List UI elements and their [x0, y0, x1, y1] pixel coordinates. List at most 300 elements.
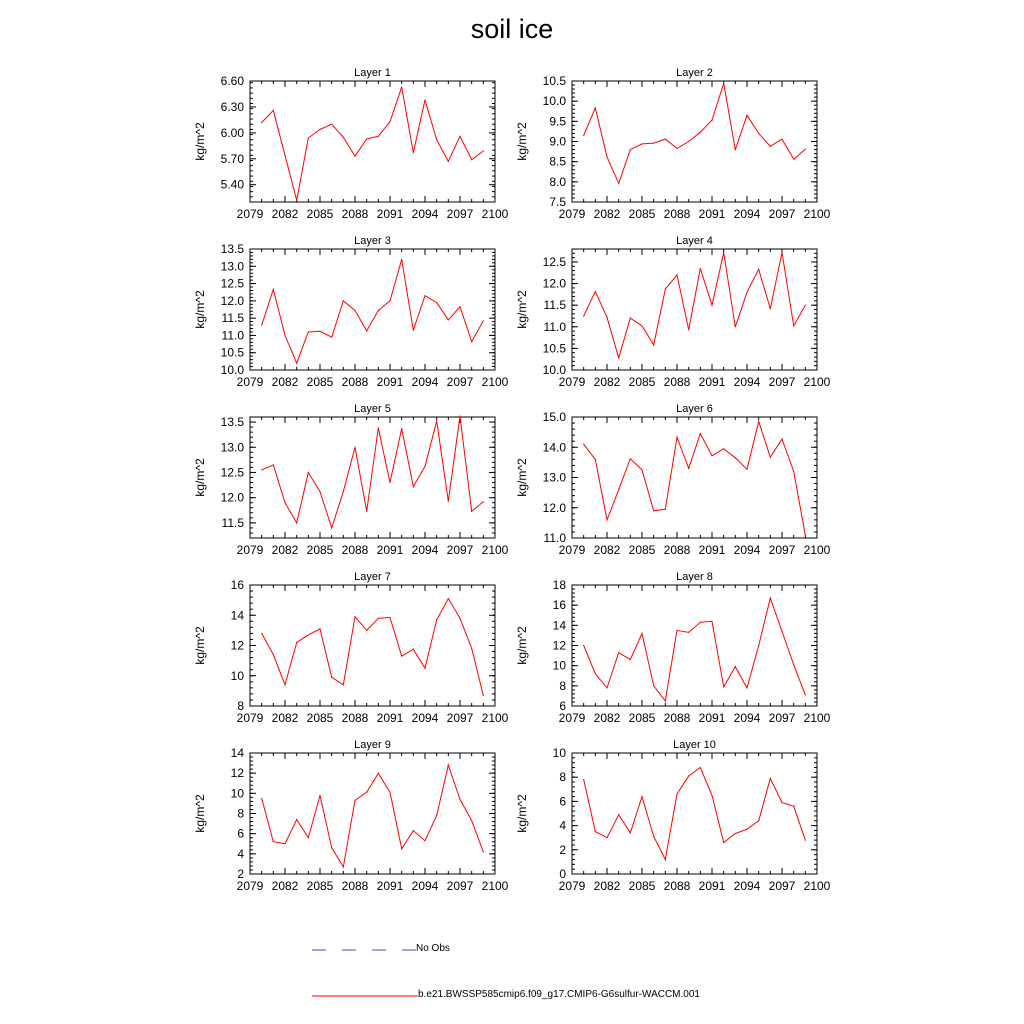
y-tick-label: 10: [552, 658, 566, 673]
data-point: [641, 633, 642, 634]
data-point: [436, 302, 437, 303]
y-tick-label: 7.5: [549, 195, 566, 209]
y-axis-label: kg/m^2: [515, 794, 529, 833]
data-point: [331, 847, 332, 848]
data-point: [770, 308, 771, 309]
data-point: [459, 415, 460, 416]
x-tick-label: 2094: [733, 375, 761, 389]
y-tick-label: 11.0: [221, 328, 244, 343]
y-tick-label: 4: [237, 846, 244, 861]
y-tick-label: 15.0: [542, 410, 566, 424]
data-point: [606, 519, 607, 520]
series-line: [262, 87, 484, 200]
data-point: [273, 654, 274, 655]
y-tick-label: 12.5: [220, 276, 244, 291]
data-point: [653, 143, 654, 144]
data-point: [735, 149, 736, 150]
x-tick-label: 2097: [446, 207, 474, 221]
x-tick-label: 2085: [628, 375, 656, 389]
y-tick-label: 12.0: [220, 293, 244, 308]
data-point: [665, 509, 666, 510]
x-tick-label: 2085: [306, 711, 334, 725]
data-point: [413, 330, 414, 331]
data-point: [424, 840, 425, 841]
data-point: [583, 315, 584, 316]
data-point: [746, 292, 747, 293]
data-point: [653, 344, 654, 345]
x-tick-label: 2082: [271, 543, 299, 557]
data-point: [436, 815, 437, 816]
data-point: [459, 136, 460, 137]
data-point: [700, 433, 701, 434]
data-point: [595, 107, 596, 108]
data-point: [758, 269, 759, 270]
x-tick-label: 2091: [376, 543, 404, 557]
data-point: [595, 673, 596, 674]
data-point: [483, 851, 484, 852]
data-point: [723, 842, 724, 843]
x-tick-label: 2100: [481, 711, 509, 725]
data-point: [746, 115, 747, 116]
data-point: [606, 687, 607, 688]
data-point: [284, 155, 285, 156]
data-point: [583, 779, 584, 780]
data-point: [366, 330, 367, 331]
data-point: [723, 448, 724, 449]
y-tick-label: 9.5: [549, 114, 566, 129]
data-point: [735, 457, 736, 458]
x-tick-label: 2085: [628, 879, 656, 893]
data-point: [343, 137, 344, 138]
data-point: [378, 427, 379, 428]
figure-title: soil ice: [470, 14, 554, 44]
series-line: [584, 253, 806, 358]
y-tick-label: 14: [230, 746, 244, 760]
y-axis-label: kg/m^2: [193, 794, 207, 833]
y-tick-label: 12: [230, 638, 244, 653]
data-point: [688, 775, 689, 776]
x-tick-label: 2094: [411, 375, 439, 389]
series-line: [262, 416, 484, 528]
plot-frame: [572, 249, 817, 370]
x-tick-label: 2088: [341, 879, 369, 893]
data-point: [653, 836, 654, 837]
data-point: [770, 778, 771, 779]
data-point: [805, 149, 806, 150]
plot-frame: [250, 585, 495, 706]
data-point: [331, 677, 332, 678]
data-point: [618, 357, 619, 358]
y-tick-label: 18: [552, 578, 566, 592]
x-tick-label: 2097: [446, 375, 474, 389]
data-point: [606, 837, 607, 838]
panel-layer-7: [193, 571, 509, 725]
x-tick-label: 2091: [376, 711, 404, 725]
data-point: [781, 802, 782, 803]
y-tick-label: 14.0: [542, 440, 566, 455]
x-tick-label: 2097: [446, 711, 474, 725]
y-tick-label: 12.0: [542, 276, 566, 291]
data-point: [793, 325, 794, 326]
data-point: [781, 438, 782, 439]
x-tick-label: 2088: [663, 879, 691, 893]
y-tick-label: 10.0: [542, 94, 566, 109]
data-point: [378, 773, 379, 774]
data-point: [389, 300, 390, 301]
data-point: [273, 841, 274, 842]
data-point: [758, 421, 759, 422]
y-tick-label: 2: [559, 842, 566, 857]
y-tick-label: 12: [552, 638, 566, 653]
x-tick-label: 2082: [271, 879, 299, 893]
y-tick-label: 12.0: [542, 500, 566, 515]
y-tick-label: 10: [230, 786, 244, 801]
data-point: [770, 457, 771, 458]
data-point: [676, 794, 677, 795]
data-point: [343, 684, 344, 685]
data-point: [711, 795, 712, 796]
data-point: [630, 659, 631, 660]
x-tick-label: 2094: [411, 711, 439, 725]
data-point: [284, 843, 285, 844]
data-point: [583, 444, 584, 445]
data-point: [413, 152, 414, 153]
y-axis-label: kg/m^2: [515, 290, 529, 329]
data-point: [805, 305, 806, 306]
x-tick-label: 2097: [768, 711, 796, 725]
x-tick-label: 2079: [236, 207, 264, 221]
x-tick-label: 2097: [768, 375, 796, 389]
data-point: [688, 468, 689, 469]
data-point: [653, 685, 654, 686]
plot-frame: [250, 753, 495, 874]
x-tick-label: 2082: [593, 543, 621, 557]
x-tick-label: 2091: [376, 879, 404, 893]
x-tick-label: 2079: [236, 879, 264, 893]
data-point: [448, 319, 449, 320]
y-tick-label: 13.5: [220, 415, 244, 430]
series-line: [262, 599, 484, 696]
legend-obs-label: No Obs: [416, 943, 450, 954]
y-tick-label: 8.5: [549, 154, 566, 169]
y-tick-label: 13.5: [220, 242, 244, 256]
x-tick-label: 2085: [306, 543, 334, 557]
x-tick-label: 2091: [698, 711, 726, 725]
data-point: [354, 310, 355, 311]
y-tick-label: 14: [230, 608, 244, 623]
data-point: [448, 765, 449, 766]
legend-model-line-icon: [312, 988, 418, 1004]
series-line: [584, 83, 806, 183]
data-point: [459, 306, 460, 307]
y-tick-label: 14: [552, 618, 566, 633]
x-tick-label: 2100: [481, 879, 509, 893]
x-tick-label: 2091: [698, 879, 726, 893]
x-tick-label: 2082: [271, 375, 299, 389]
data-point: [471, 820, 472, 821]
data-point: [630, 149, 631, 150]
data-point: [389, 482, 390, 483]
data-point: [595, 291, 596, 292]
y-tick-label: 12.5: [542, 254, 566, 269]
data-point: [378, 136, 379, 137]
data-point: [711, 305, 712, 306]
data-point: [413, 486, 414, 487]
data-point: [436, 420, 437, 421]
y-tick-label: 6.60: [220, 74, 244, 88]
y-tick-label: 10.5: [542, 341, 566, 356]
y-tick-label: 5.70: [220, 151, 244, 166]
y-tick-label: 0: [559, 867, 566, 881]
data-point: [483, 501, 484, 502]
data-point: [630, 458, 631, 459]
y-tick-label: 10.5: [542, 74, 566, 88]
data-point: [413, 649, 414, 650]
data-point: [641, 469, 642, 470]
data-point: [781, 252, 782, 253]
data-point: [595, 459, 596, 460]
y-axis-label: kg/m^2: [515, 122, 529, 161]
y-tick-label: 16: [230, 578, 244, 592]
data-point: [319, 129, 320, 130]
data-point: [641, 325, 642, 326]
x-tick-label: 2088: [341, 543, 369, 557]
data-point: [273, 289, 274, 290]
series-line: [584, 768, 806, 860]
series-line: [262, 765, 484, 867]
x-tick-label: 2094: [733, 879, 761, 893]
data-point: [354, 616, 355, 617]
y-tick-label: 13.0: [542, 470, 566, 485]
data-point: [273, 464, 274, 465]
data-point: [758, 645, 759, 646]
data-point: [319, 331, 320, 332]
plot-frame: [572, 585, 817, 706]
y-tick-label: 8: [237, 806, 244, 821]
x-tick-label: 2082: [271, 711, 299, 725]
data-point: [319, 491, 320, 492]
x-tick-label: 2094: [411, 879, 439, 893]
y-axis-label: kg/m^2: [193, 290, 207, 329]
x-tick-label: 2091: [698, 543, 726, 557]
x-tick-label: 2079: [558, 879, 586, 893]
plot-frame: [572, 417, 817, 538]
y-tick-label: 10.5: [220, 345, 244, 360]
x-tick-label: 2097: [446, 543, 474, 557]
x-tick-label: 2100: [803, 375, 831, 389]
y-axis-label: kg/m^2: [193, 458, 207, 497]
y-tick-label: 12.0: [220, 490, 244, 505]
panel-title: Layer 6: [676, 403, 713, 415]
data-point: [448, 161, 449, 162]
x-tick-label: 2079: [558, 543, 586, 557]
x-tick-label: 2091: [376, 207, 404, 221]
y-axis-label: kg/m^2: [515, 626, 529, 665]
data-point: [366, 792, 367, 793]
x-tick-label: 2082: [271, 207, 299, 221]
data-point: [273, 110, 274, 111]
x-tick-label: 2079: [236, 375, 264, 389]
data-point: [471, 511, 472, 512]
data-point: [284, 335, 285, 336]
x-tick-label: 2085: [306, 375, 334, 389]
x-tick-label: 2097: [768, 207, 796, 221]
y-tick-label: 12.5: [220, 465, 244, 480]
data-point: [676, 274, 677, 275]
panel-title: Layer 1: [354, 67, 391, 79]
data-point: [354, 156, 355, 157]
y-tick-label: 13.0: [220, 440, 244, 455]
data-point: [331, 124, 332, 125]
plot-frame: [250, 249, 495, 370]
y-tick-label: 10: [552, 746, 566, 760]
data-point: [793, 471, 794, 472]
data-point: [308, 634, 309, 635]
x-tick-label: 2091: [376, 375, 404, 389]
data-point: [770, 146, 771, 147]
data-point: [319, 628, 320, 629]
panel-layer-1: [193, 67, 509, 221]
panel-layer-3: [193, 235, 509, 389]
data-point: [735, 666, 736, 667]
data-point: [758, 820, 759, 821]
x-tick-label: 2100: [481, 207, 509, 221]
data-point: [723, 686, 724, 687]
x-tick-label: 2100: [481, 543, 509, 557]
series-line: [584, 598, 806, 701]
data-point: [308, 137, 309, 138]
data-point: [641, 796, 642, 797]
data-point: [735, 326, 736, 327]
data-point: [308, 472, 309, 473]
data-point: [723, 83, 724, 84]
x-tick-label: 2079: [236, 711, 264, 725]
data-point: [343, 491, 344, 492]
data-point: [483, 695, 484, 696]
data-point: [319, 795, 320, 796]
x-tick-label: 2082: [593, 375, 621, 389]
data-point: [459, 618, 460, 619]
data-point: [805, 694, 806, 695]
x-tick-label: 2082: [593, 711, 621, 725]
y-tick-label: 6: [559, 699, 566, 713]
data-point: [793, 806, 794, 807]
legend-obs-line-icon: [312, 942, 416, 958]
panel-layer-2: [515, 67, 831, 221]
data-point: [665, 289, 666, 290]
data-point: [618, 489, 619, 490]
data-point: [665, 138, 666, 139]
data-point: [424, 466, 425, 467]
data-point: [448, 598, 449, 599]
data-point: [711, 455, 712, 456]
data-point: [471, 648, 472, 649]
y-tick-label: 11.5: [221, 515, 244, 530]
data-point: [676, 630, 677, 631]
data-point: [793, 664, 794, 665]
data-point: [448, 501, 449, 502]
x-tick-label: 2085: [306, 207, 334, 221]
x-tick-label: 2100: [803, 207, 831, 221]
panel-layer-6: [515, 403, 831, 557]
y-tick-label: 11.0: [543, 319, 566, 334]
y-axis-label: kg/m^2: [193, 626, 207, 665]
x-tick-label: 2088: [341, 711, 369, 725]
x-tick-label: 2094: [733, 207, 761, 221]
x-tick-label: 2085: [306, 879, 334, 893]
data-point: [688, 632, 689, 633]
data-point: [459, 799, 460, 800]
data-point: [378, 618, 379, 619]
x-tick-label: 2094: [733, 543, 761, 557]
data-point: [261, 324, 262, 325]
data-point: [630, 832, 631, 833]
data-point: [366, 511, 367, 512]
data-point: [296, 200, 297, 201]
data-point: [781, 138, 782, 139]
data-point: [331, 337, 332, 338]
x-tick-label: 2088: [341, 375, 369, 389]
panel-layer-10: [515, 739, 831, 893]
data-point: [758, 133, 759, 134]
data-point: [389, 792, 390, 793]
x-tick-label: 2100: [481, 375, 509, 389]
data-point: [618, 652, 619, 653]
data-point: [261, 798, 262, 799]
y-tick-label: 6.00: [220, 125, 244, 140]
data-point: [296, 819, 297, 820]
panel-title: Layer 4: [676, 235, 713, 247]
x-tick-label: 2094: [733, 711, 761, 725]
x-tick-label: 2088: [663, 543, 691, 557]
data-point: [583, 135, 584, 136]
x-tick-label: 2082: [593, 879, 621, 893]
plot-frame: [572, 81, 817, 202]
data-point: [606, 317, 607, 318]
legend-model-label: b.e21.BWSSP585cmip6.f09_g17.CMIP6-G6sulfur-WACCM.001: [418, 989, 700, 1000]
y-tick-label: 11.5: [221, 311, 244, 326]
data-point: [389, 121, 390, 122]
data-point: [436, 139, 437, 140]
panel-layer-5: [193, 403, 509, 557]
series-line: [584, 422, 806, 536]
data-point: [781, 631, 782, 632]
data-point: [770, 598, 771, 599]
y-tick-label: 8: [559, 770, 566, 785]
data-point: [413, 830, 414, 831]
x-tick-label: 2094: [411, 543, 439, 557]
y-tick-label: 8: [559, 678, 566, 693]
x-tick-label: 2097: [768, 543, 796, 557]
data-point: [483, 150, 484, 151]
panel-layer-4: [515, 235, 831, 389]
y-tick-label: 8: [237, 699, 244, 713]
data-point: [261, 469, 262, 470]
data-point: [653, 510, 654, 511]
x-tick-label: 2082: [593, 207, 621, 221]
x-tick-label: 2100: [803, 711, 831, 725]
panel-layer-9: [193, 739, 509, 893]
x-tick-label: 2100: [803, 879, 831, 893]
x-tick-label: 2088: [663, 207, 691, 221]
x-tick-label: 2085: [628, 543, 656, 557]
y-tick-label: 6: [237, 826, 244, 841]
data-point: [296, 522, 297, 523]
y-tick-label: 16: [552, 598, 566, 613]
data-point: [471, 341, 472, 342]
x-tick-label: 2097: [446, 879, 474, 893]
data-point: [805, 534, 806, 535]
